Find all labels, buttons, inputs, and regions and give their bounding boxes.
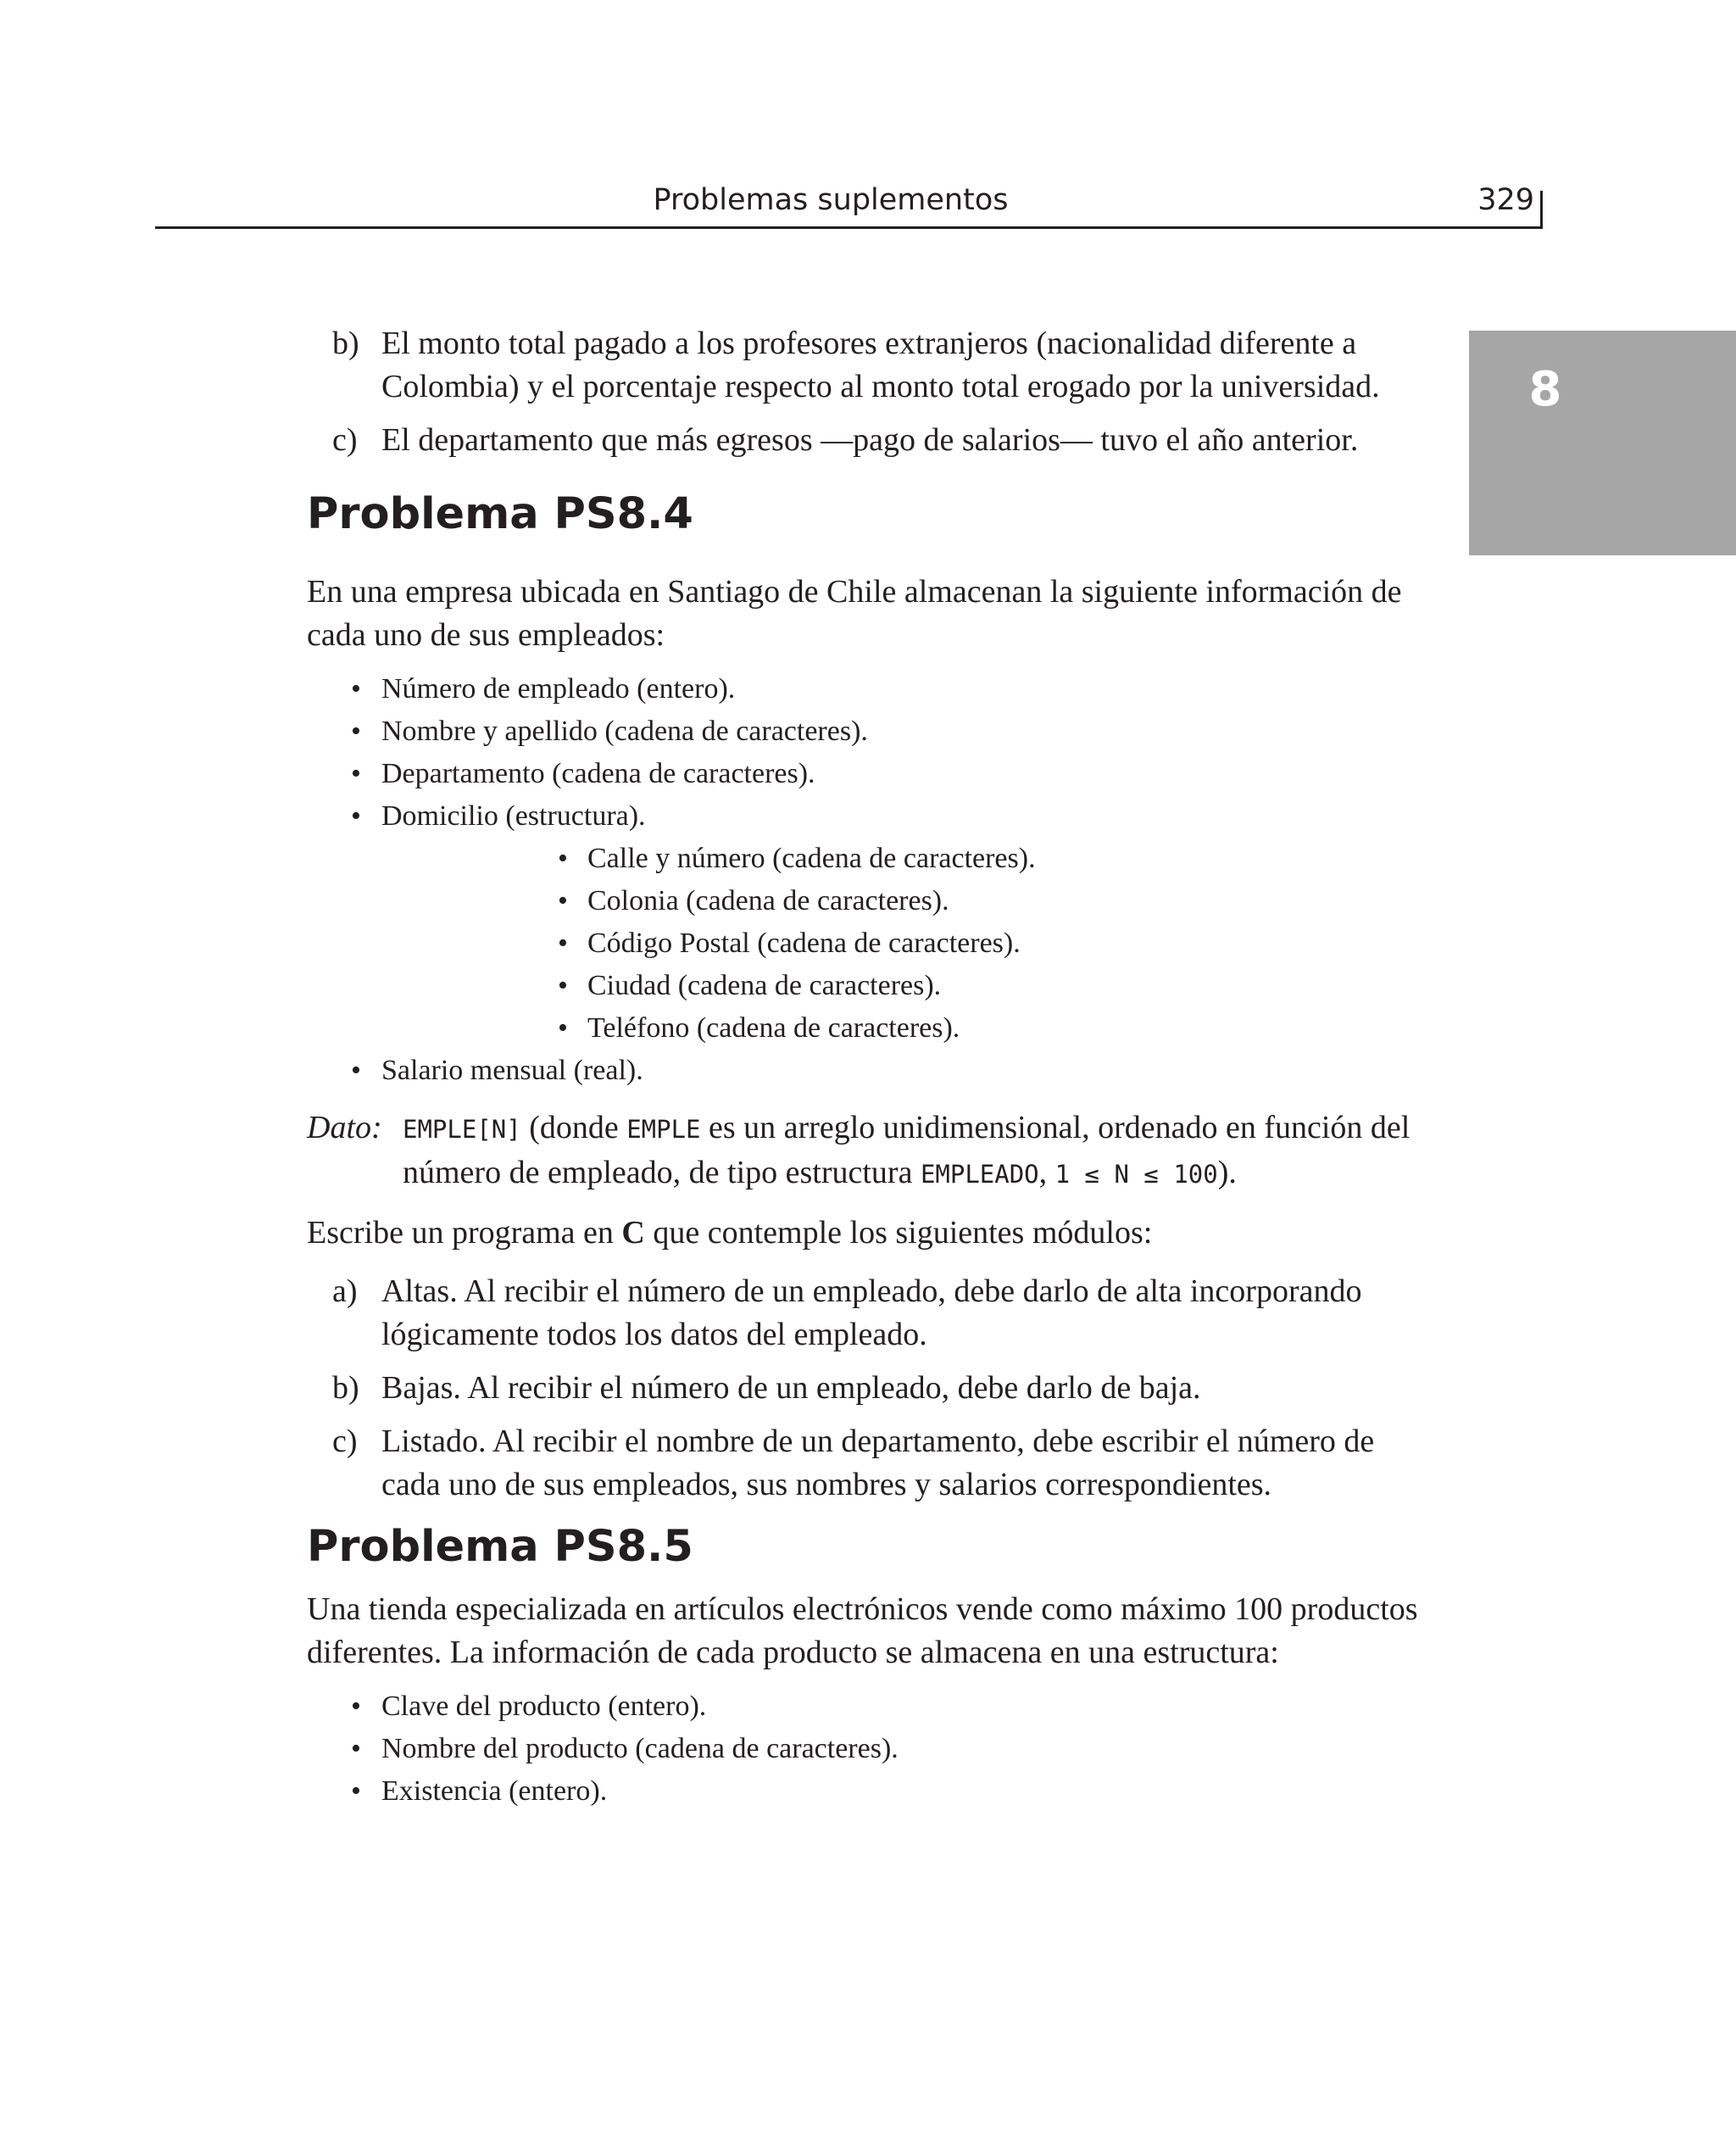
list-item-text: Número de empleado (entero). bbox=[381, 673, 736, 705]
list-item: • Nombre del producto (cadena de caracteres). bbox=[351, 1733, 899, 1764]
header-tick bbox=[1540, 191, 1543, 229]
list-item-text: Código Postal (cadena de caracteres). bbox=[587, 928, 1021, 959]
problem-title-ps84: Problema PS8.4 bbox=[307, 489, 693, 539]
address-fields-list bbox=[381, 842, 1434, 1045]
program-statement bbox=[307, 1212, 1434, 1255]
program-text: que contemple los siguientes módulos: bbox=[644, 1215, 1153, 1251]
header-rule bbox=[155, 226, 1543, 229]
list-marker: b) bbox=[332, 1370, 359, 1406]
list-item-text: Ciudad (cadena de caracteres). bbox=[587, 970, 942, 1001]
list-item bbox=[307, 1270, 1434, 1357]
list-item: • Calle y número (cadena de caracteres). bbox=[558, 843, 1036, 874]
language-name: C bbox=[621, 1215, 645, 1251]
dato-label: Dato: bbox=[307, 1110, 382, 1145]
page-content bbox=[307, 322, 1434, 1817]
list-item-text: El departamento que más egresos —pago de salarios— tuvo el año anterior. bbox=[381, 422, 1359, 458]
list-item-text: Colonia (cadena de caracteres). bbox=[587, 885, 949, 916]
list-item-text: Nombre y apellido (cadena de caracteres). bbox=[381, 716, 868, 747]
problem-title-ps85: Problema PS8.5 bbox=[307, 1522, 693, 1572]
dato-paragraph bbox=[307, 1106, 1434, 1196]
list-item-text: Domicilio (estructura). bbox=[381, 800, 646, 832]
list-item-text: Bajas. Al recibir el número de un empleado, debe darlo de baja. bbox=[381, 1370, 1201, 1406]
list-item bbox=[307, 419, 1434, 462]
list-item: • Departamento (cadena de caracteres). bbox=[351, 758, 815, 789]
list-marker: c) bbox=[332, 422, 358, 458]
list-item: • Teléfono (cadena de caracteres). bbox=[558, 1012, 960, 1044]
modules-list bbox=[307, 1270, 1434, 1507]
running-header: Problemas suplementos bbox=[653, 183, 1009, 217]
list-item: • Clave del producto (entero). bbox=[351, 1691, 707, 1722]
list-item-text: Calle y número (cadena de caracteres). bbox=[587, 843, 1036, 874]
list-item: • Código Postal (cadena de caracteres). bbox=[558, 928, 1021, 959]
product-fields-list bbox=[307, 1690, 1434, 1808]
list-item: • Nombre y apellido (cadena de caracteres). bbox=[351, 716, 868, 747]
dato-text: es un arreglo unidimensional, ordenado en función del número de empleado, de tipo estructura bbox=[403, 1110, 1410, 1190]
continued-list bbox=[307, 322, 1434, 462]
list-item: • Existencia (entero). bbox=[351, 1775, 608, 1807]
list-marker: c) bbox=[332, 1423, 358, 1459]
program-text: Escribe un programa en bbox=[307, 1215, 622, 1251]
code-empleado: EMPLEADO bbox=[920, 1160, 1039, 1189]
code-range: 1 ≤ N ≤ 100 bbox=[1054, 1160, 1218, 1189]
list-item-text: Departamento (cadena de caracteres). bbox=[381, 758, 815, 789]
list-item bbox=[307, 322, 1434, 409]
dato-text: (donde bbox=[520, 1110, 627, 1145]
list-item-text: Listado. Al recibir el nombre de un departamento, debe escribir el número de cada uno de sus empleados, sus nombres y salarios correspondientes. bbox=[381, 1423, 1375, 1502]
list-item bbox=[307, 1367, 1434, 1410]
page-number: 329 bbox=[1477, 183, 1534, 217]
code-emple: EMPLE bbox=[626, 1115, 701, 1144]
dato-text: , bbox=[1038, 1155, 1055, 1190]
dato-text: ). bbox=[1217, 1155, 1237, 1190]
chapter-number: 8 bbox=[1528, 362, 1562, 417]
list-item-text: Clave del producto (entero). bbox=[381, 1691, 707, 1722]
list-item-text: Salario mensual (real). bbox=[381, 1055, 643, 1086]
list-marker: a) bbox=[332, 1273, 358, 1309]
ps84-intro: En una empresa ubicada en Santiago de Chile almacenan la siguiente información de cada uno de sus empleados: bbox=[307, 574, 1402, 653]
list-item: • Salario mensual (real). bbox=[351, 1055, 643, 1086]
employee-fields-list bbox=[307, 672, 1434, 1088]
code-emple-n: EMPLE[N] bbox=[403, 1115, 521, 1144]
ps85-intro: Una tienda especializada en artículos electrónicos vende como máximo 100 productos diferentes. La información de cada producto se almacena en una estructura: bbox=[307, 1591, 1418, 1670]
chapter-tab bbox=[1469, 331, 1736, 555]
list-item-text: El monto total pagado a los profesores extranjeros (nacionalidad diferente a Colombia) y el porcentaje respecto al monto total erogado por la universidad. bbox=[381, 326, 1380, 404]
list-item: • Domicilio (estructura). • Calle y número (cadena de caracteres). • Colonia (cadena de caracteres). • Código Postal (cadena de caracteres). • Ciudad (cadena de caracteres). • Teléfono (cadena de caracteres). bbox=[307, 799, 1434, 1045]
list-item: • Ciudad (cadena de caracteres). bbox=[558, 970, 942, 1001]
list-item-text: Nombre del producto (cadena de caracteres). bbox=[381, 1733, 899, 1764]
list-item-text: Existencia (entero). bbox=[381, 1775, 608, 1807]
list-item-text: Teléfono (cadena de caracteres). bbox=[587, 1012, 960, 1044]
list-item-text: Altas. Al recibir el número de un empleado, debe darlo de alta incorporando lógicamente todos los datos del empleado. bbox=[381, 1273, 1362, 1352]
list-item: • Colonia (cadena de caracteres). bbox=[558, 885, 949, 916]
list-item bbox=[307, 1420, 1434, 1507]
list-item: • Número de empleado (entero). bbox=[351, 673, 736, 705]
list-marker: b) bbox=[332, 326, 359, 361]
